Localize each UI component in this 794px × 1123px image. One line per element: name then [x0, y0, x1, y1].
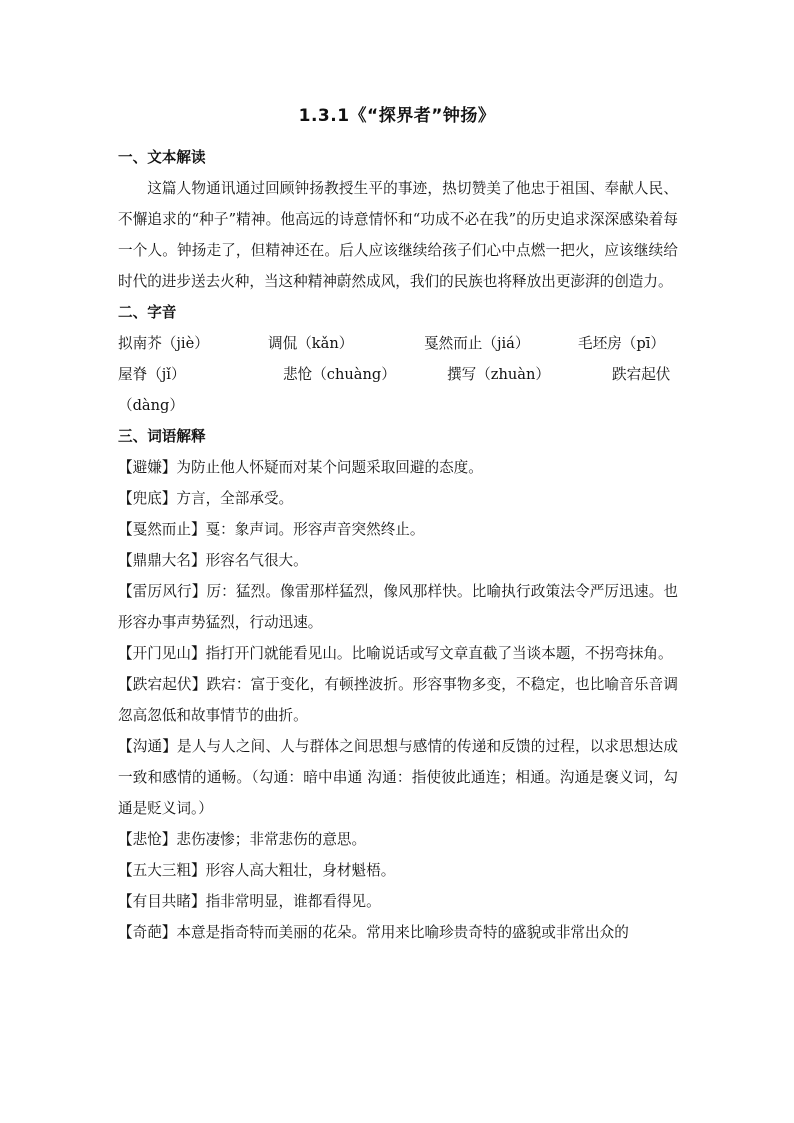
section-heading-interpretation: 一、文本解读	[118, 149, 206, 166]
pronunciation-item: 戛然而止（jiá）	[424, 335, 530, 352]
section-heading-vocabulary: 三、词语解释	[118, 428, 206, 445]
pronunciation-row	[118, 359, 678, 390]
vocabulary-entry: 【悲怆】悲伤凄惨；非常悲伤的意思。	[118, 831, 367, 848]
vocabulary-entry: 【跌宕起伏】跌宕：富于变化，有顿挫波折。形容事物多变，不稳定，也比喻音乐音调忽高忽低和故事情节的曲折。	[118, 676, 678, 724]
interpretation-paragraph: 这篇人物通讯通过回顾钟扬教授生平的事迹，热切赞美了他忠于祖国、奉献人民、不懈追求的“种子”精神。他高远的诗意情怀和“功成不必在我”的历史追求深深感染着每一个人。钟扬走了，但精神还在。后人应该继续给孩子们心中点燃一把火，应该继续给时代的进步送去火种，当这种精神蔚然成风，我们的民族也将释放出更澎湃的创造力。	[118, 180, 678, 290]
vocabulary-entry: 【沟通】是人与人之间、人与群体之间思想与感情的传递和反馈的过程，以求思想达成一致和感情的通畅。（勾通：暗中串通 沟通：指使彼此通连；相通。沟通是褒义词，勾通是贬义词。）	[118, 738, 678, 817]
pronunciation-item: 撰写（zhuàn）	[447, 366, 550, 383]
document-title: 1.3.1《“探界者”钟扬》	[298, 106, 496, 126]
vocabulary-entry: 【雷厉风行】厉：猛烈。像雷那样猛烈，像风那样快。比喻执行政策法令严厉迅速。也形容办事声势猛烈，行动迅速。	[118, 583, 678, 631]
vocabulary-entry: 【戛然而止】戛：象声词。形容声音突然终止。	[118, 521, 425, 538]
pronunciation-row	[118, 390, 678, 421]
vocabulary-entry: 【鼎鼎大名】形容名气很大。	[118, 552, 308, 569]
pronunciation-item: 毛坯房（pī）	[578, 335, 665, 352]
vocabulary-entry: 【开门见山】指打开门就能看见山。比喻说话或写文章直截了当谈本题，不拐弯抹角。	[118, 645, 673, 662]
pronunciation-item: 跌宕起伏	[612, 366, 671, 383]
pronunciation-item: 调侃（kǎn）	[268, 335, 354, 352]
vocabulary-entry: 【避嫌】为防止他人怀疑而对某个问题采取回避的态度。	[118, 459, 483, 476]
vocabulary-entry: 【五大三粗】形容人高大粗壮，身材魁梧。	[118, 862, 396, 879]
pronunciation-item: 屋脊（jǐ）	[118, 366, 186, 383]
pronunciation-item: （dàng）	[118, 397, 184, 414]
pronunciation-row	[118, 328, 678, 359]
pronunciation-item: 悲怆（chuàng）	[283, 366, 396, 383]
vocabulary-entry: 【奇葩】本意是指奇特而美丽的花朵。常用来比喻珍贵奇特的盛貌或非常出众的	[118, 924, 629, 941]
vocabulary-entry: 【兜底】方言，全部承受。	[118, 490, 294, 507]
pronunciation-item: 拟南芥（jiè）	[118, 335, 209, 352]
section-heading-pronunciation: 二、字音	[118, 304, 177, 321]
document-body	[118, 142, 678, 948]
vocabulary-entry: 【有目共睹】指非常明显，谁都看得见。	[118, 893, 381, 910]
